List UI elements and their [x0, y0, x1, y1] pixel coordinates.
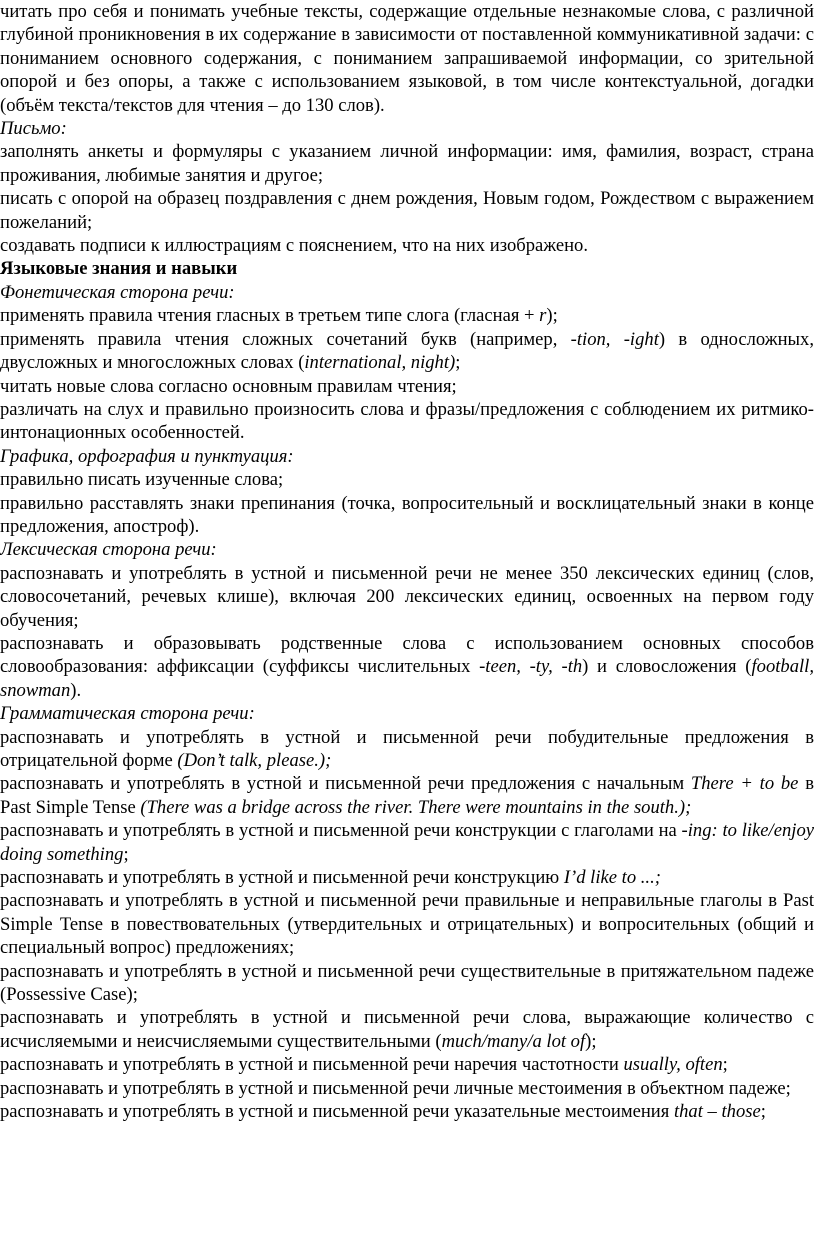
- paragraph-word-formation: [0, 632, 814, 702]
- paragraph-vowel-rules: [0, 304, 814, 327]
- paragraph-past-simple: распознавать и употреблять в устной и письменной речи правильные и неправильные глаголы в Past Simple Tense в повествовательных (утвердительных и отрицательных) и вопросительных (общий и специальный вопрос) предложениях;: [0, 890, 814, 959]
- paragraph-greetings: писать с опорой на образец поздравления с днем рождения, Новым годом, Рождеством с выражением пожеланий;: [0, 188, 814, 233]
- heading-graphics: Графика, орфография и пунктуация:: [0, 445, 294, 467]
- text-italic: international, night): [304, 352, 456, 374]
- text: распознавать и употреблять в устной и письменной речи побудительные предложения в отрицательной форме: [0, 726, 814, 771]
- paragraph-demonstratives: [0, 1100, 814, 1123]
- paragraph-new-words: читать новые слова согласно основным правилам чтения;: [0, 375, 457, 397]
- text: распознавать и употреблять в устной и письменной речи конструкции с глаголами на -: [0, 820, 688, 842]
- text: применять правила чтения сложных сочетаний букв (например,: [0, 328, 571, 350]
- text-italic: I’d like to ...;: [563, 867, 661, 889]
- paragraph-captions: создавать подписи к иллюстрациям с пояснением, что на них изображено.: [0, 235, 588, 257]
- text: );: [585, 1030, 597, 1052]
- text: распознавать и употреблять в устной и письменной речи конструкцию: [0, 867, 564, 889]
- paragraph-frequency-adverbs: [0, 1053, 814, 1076]
- text-italic: usually, often: [623, 1054, 723, 1076]
- paragraph-lexical-units: распознавать и употреблять в устной и письменной речи не менее 350 лексических единиц (слов, словосочетаний, речевых клише), включая 200 лексических единиц, освоенных на первом году обучения;: [0, 562, 814, 631]
- text: в Past Simple Tense: [0, 773, 814, 818]
- paragraph-letter-combinations: [0, 328, 814, 375]
- text-italic: that – those: [673, 1101, 761, 1123]
- text: ;: [455, 352, 461, 374]
- paragraph-id-like-to: [0, 866, 814, 889]
- text-italic: -tion, -ight: [570, 328, 659, 350]
- text: ) в односложных, двусложных и многосложных словах (: [0, 328, 814, 374]
- paragraph-punctuation: правильно расставлять знаки препинания (точка, вопросительный и восклицательный знаки в конце предложения, апостроф).: [0, 492, 814, 537]
- paragraph-object-pronouns: распознавать и употреблять в устной и письменной речи личные местоимения в объектном падеже;: [0, 1077, 791, 1099]
- heading-writing: Письмо:: [0, 118, 67, 140]
- heading-phonetics: Фонетическая сторона речи:: [0, 281, 235, 303]
- text: ;: [123, 843, 129, 865]
- text: распознавать и употреблять в устной и письменной речи предложения с начальным: [0, 773, 691, 795]
- paragraph-there-to-be: [0, 772, 814, 819]
- text-italic: much/many/a lot of: [441, 1030, 586, 1052]
- text: ).: [70, 679, 82, 701]
- text-italic: (There was a bridge across the river. There were mountains in the south.);: [140, 796, 692, 818]
- text: распознавать и употреблять в устной и письменной речи указательные местоимения: [0, 1101, 674, 1123]
- text: );: [546, 305, 558, 327]
- text: применять правила чтения гласных в третьем типе слога (гласная +: [0, 305, 540, 327]
- text: распознавать и образовывать родственные слова с использованием основных способов словообразования: аффиксации (суффиксы числительных -: [0, 632, 814, 678]
- text: распознавать и употреблять в устной и письменной речи наречия частотности: [0, 1054, 624, 1076]
- paragraph-imperatives: [0, 726, 814, 773]
- text-italic: There + to be: [690, 773, 799, 795]
- paragraph-forms: заполнять анкеты и формуляры с указанием личной информации: имя, фамилия, возраст, страна проживания, любимые занятия и другое;: [0, 141, 814, 186]
- text: ;: [760, 1101, 766, 1123]
- paragraph-reading: читать про себя и понимать учебные тексты, содержащие отдельные незнакомые слова, с различной глубиной проникновения в их содержание в зависимости от поставленной коммуникативной задачи: с пониманием основного содержания, с пониманием запрашиваемой информации, со зрительной опорой и без опоры, а также с использованием языковой, в том числе контекстуальной, догадки (объём текста/текстов для чтения – до 130 слов).: [0, 1, 814, 116]
- paragraph-spelling: правильно писать изученные слова;: [0, 469, 284, 491]
- paragraph-quantity-words: [0, 1006, 814, 1053]
- heading-lexis: Лексическая сторона речи:: [0, 539, 217, 561]
- text: ;: [722, 1054, 728, 1076]
- heading-grammar: Грамматическая сторона речи:: [0, 703, 255, 725]
- paragraph-possessive-case: распознавать и употреблять в устной и письменной речи существительные в притяжательном падеже (Possessive Case);: [0, 960, 814, 1006]
- text-italic: (Don’t talk, please.);: [177, 750, 332, 771]
- text: ) и словосложения (: [582, 656, 752, 678]
- paragraph-ing-constructions: [0, 819, 814, 866]
- text-italic: teen, -ty, -th: [485, 656, 583, 678]
- heading-language-skills: Языковые знания и навыки: [0, 258, 238, 280]
- paragraph-pronunciation: различать на слух и правильно произносить слова и фразы/предложения с соблюдением их ритмико-интонационных особенностей.: [0, 398, 814, 444]
- text: распознавать и употреблять в устной и письменной речи слова, выражающие количество с исчисляемыми и неисчисляемыми существительными (: [0, 1007, 814, 1052]
- text-italic: football, snowman: [0, 656, 814, 701]
- text-italic: ing: to like/enjoy doing something: [0, 820, 814, 865]
- text-italic: r: [539, 305, 547, 327]
